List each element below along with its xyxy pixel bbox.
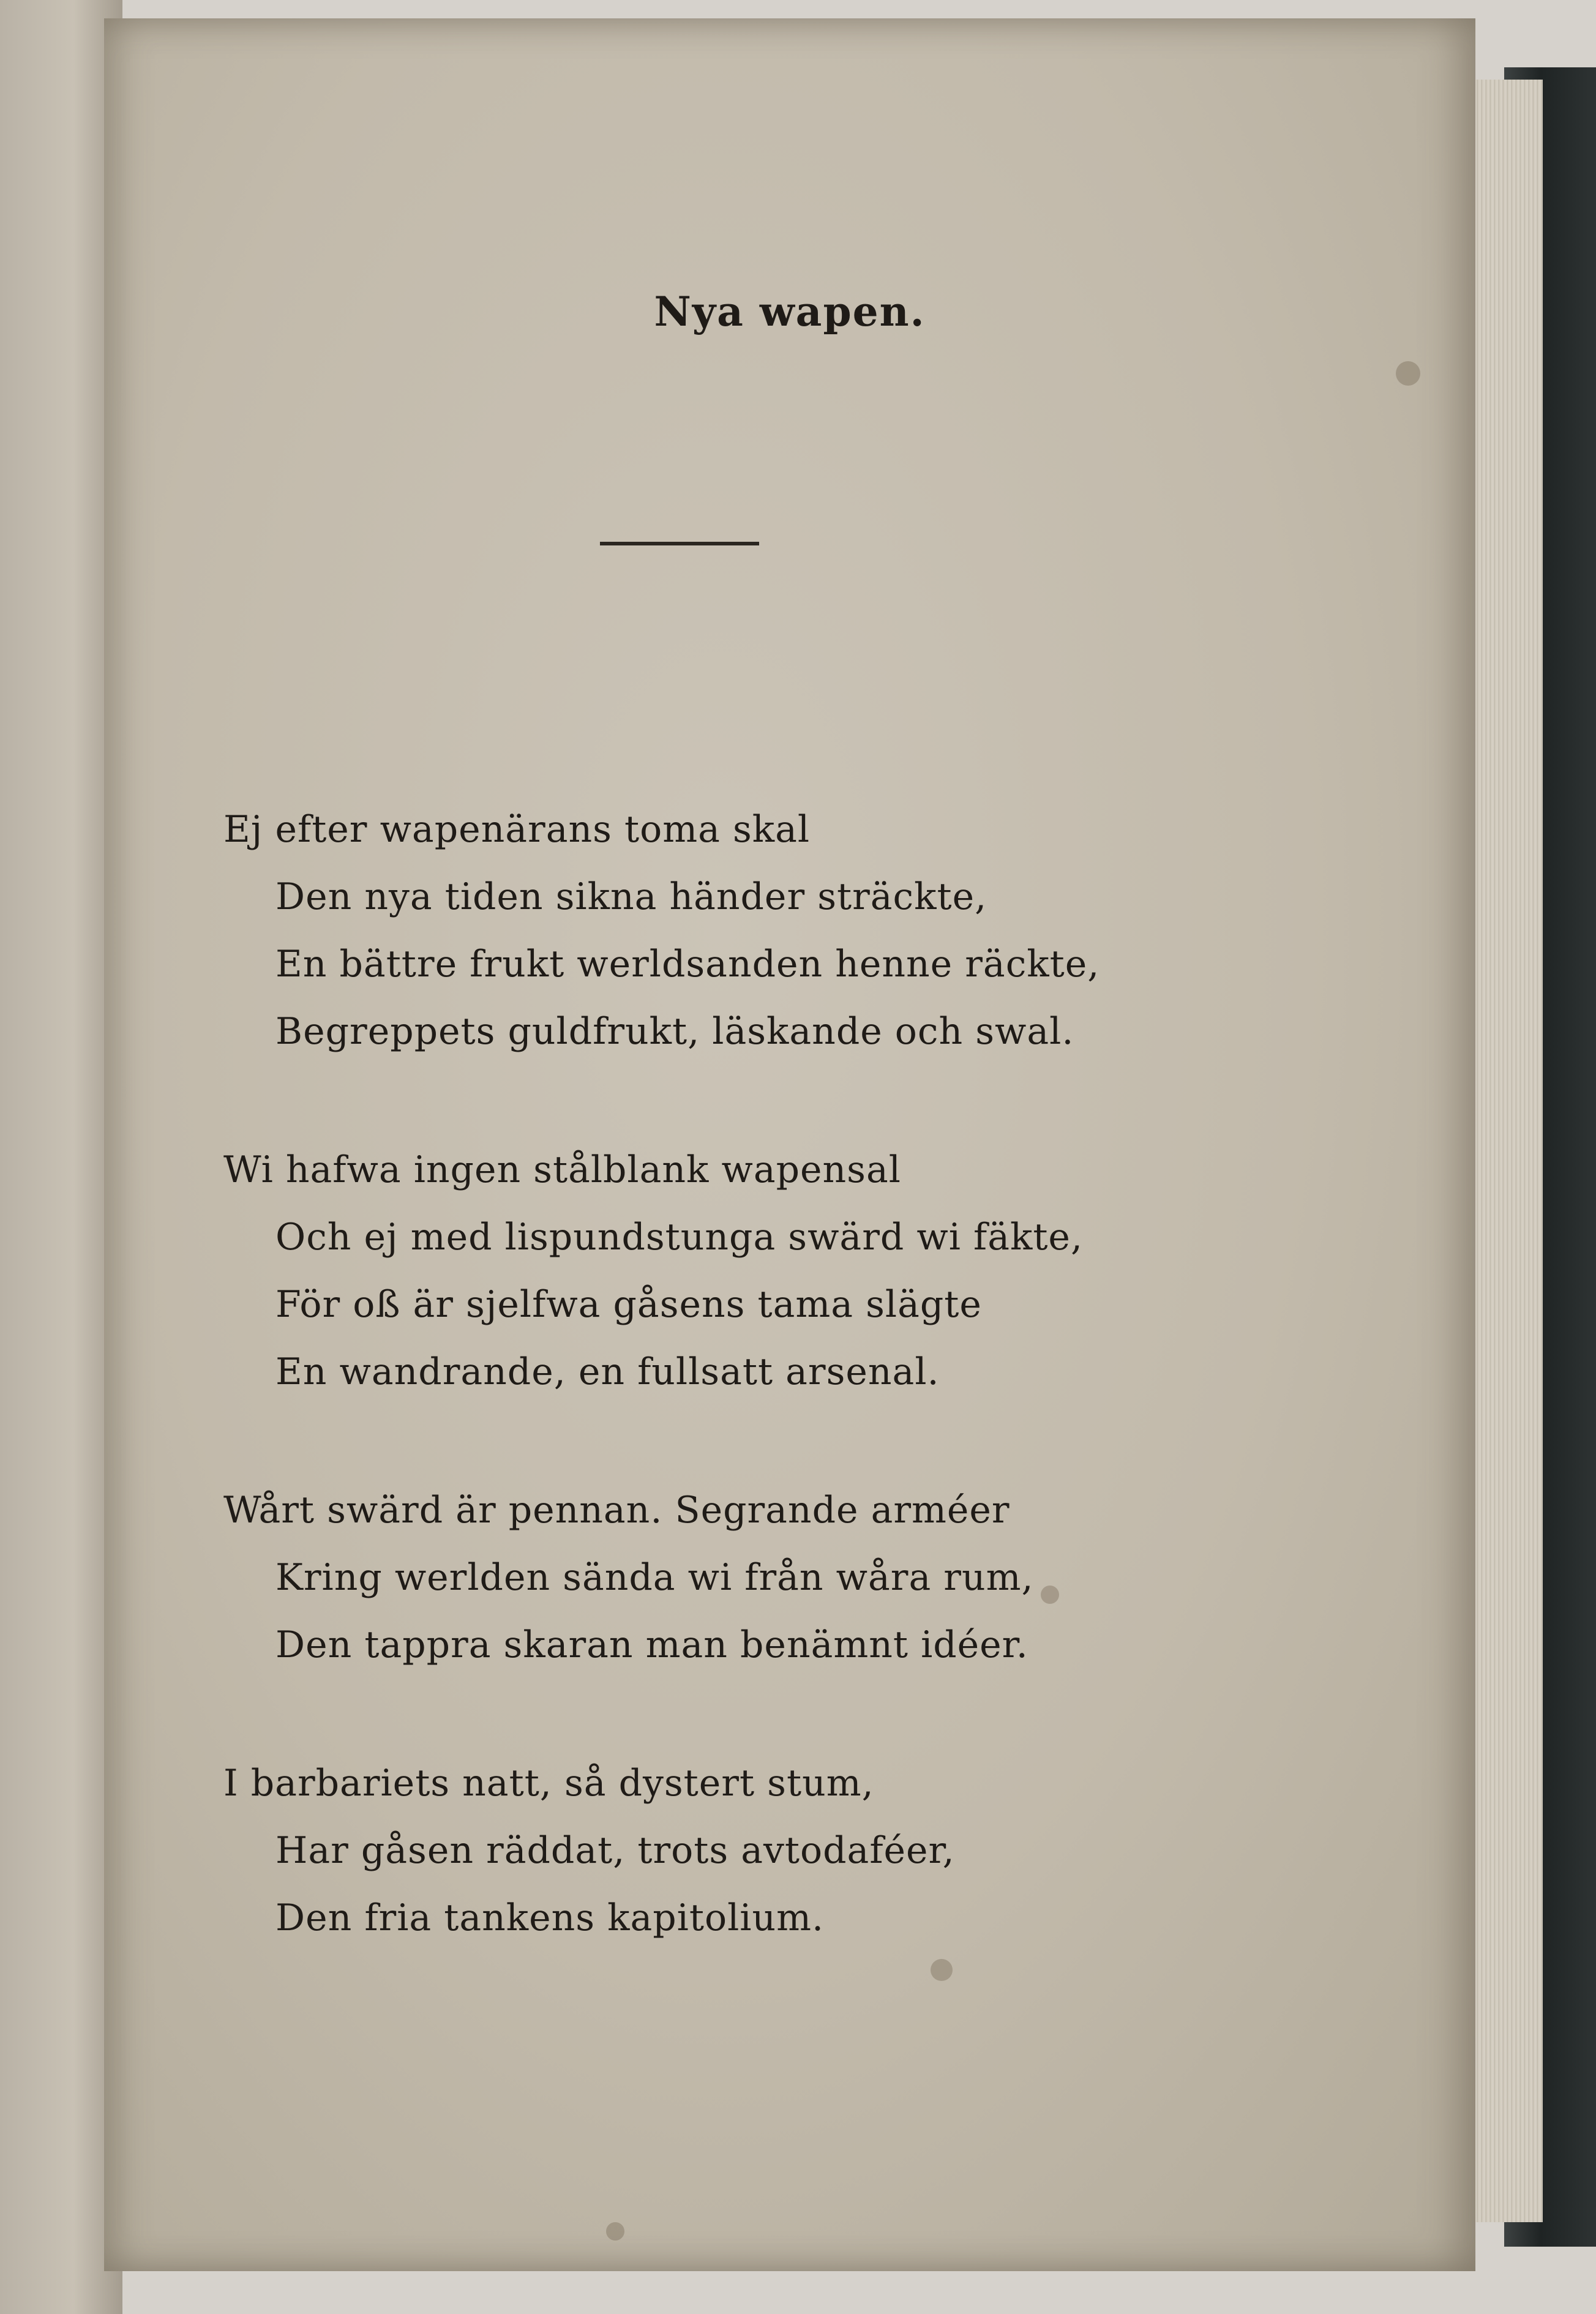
stanza-2: [223, 1136, 1203, 1406]
poem-line: Den tappra skaran man benämnt idéer.: [275, 1623, 1028, 1666]
book-page: [104, 18, 1475, 2271]
poem-line: Begreppets guldfrukt, läskande och swal.: [275, 1010, 1074, 1053]
paper-spot: [606, 2222, 624, 2241]
poem-line: För oß är sjelfwa gåsens tama slägte: [275, 1283, 982, 1326]
poem-line: Och ej med lispundstunga swärd wi fäkte,: [275, 1216, 1084, 1259]
poem-line: Ej efter wapenärans toma skal: [223, 808, 811, 851]
stanza-1: [223, 796, 1203, 1065]
poem-line: Wi hafwa ingen stålblank wapensal: [223, 1148, 901, 1191]
poem-line: Den fria tankens kapitolium.: [275, 1897, 825, 1939]
stanza-3: [223, 1477, 1203, 1679]
poem-line: En wandrande, en fullsatt arsenal.: [275, 1350, 940, 1393]
title-rule: [600, 542, 759, 545]
poem-body: [223, 796, 1203, 2023]
poem-title: Nya wapen.: [654, 288, 926, 335]
page-edges: [1469, 80, 1543, 2222]
poem-line: En bättre frukt werldsanden henne räckte,: [275, 943, 1100, 986]
paper-spot: [1396, 361, 1420, 386]
poem-line: Den nya tiden sikna händer sträckte,: [275, 875, 987, 918]
stanza-4: [223, 1750, 1203, 1952]
poem-line: Kring werlden sända wi från wåra rum,: [275, 1556, 1034, 1599]
poem-line: Har gåsen räddat, trots avtodaféer,: [275, 1829, 955, 1872]
poem-line: I barbariets natt, så dystert stum,: [223, 1762, 874, 1805]
poem-line: Wårt swärd är pennan. Segrande arméer: [223, 1489, 1010, 1532]
